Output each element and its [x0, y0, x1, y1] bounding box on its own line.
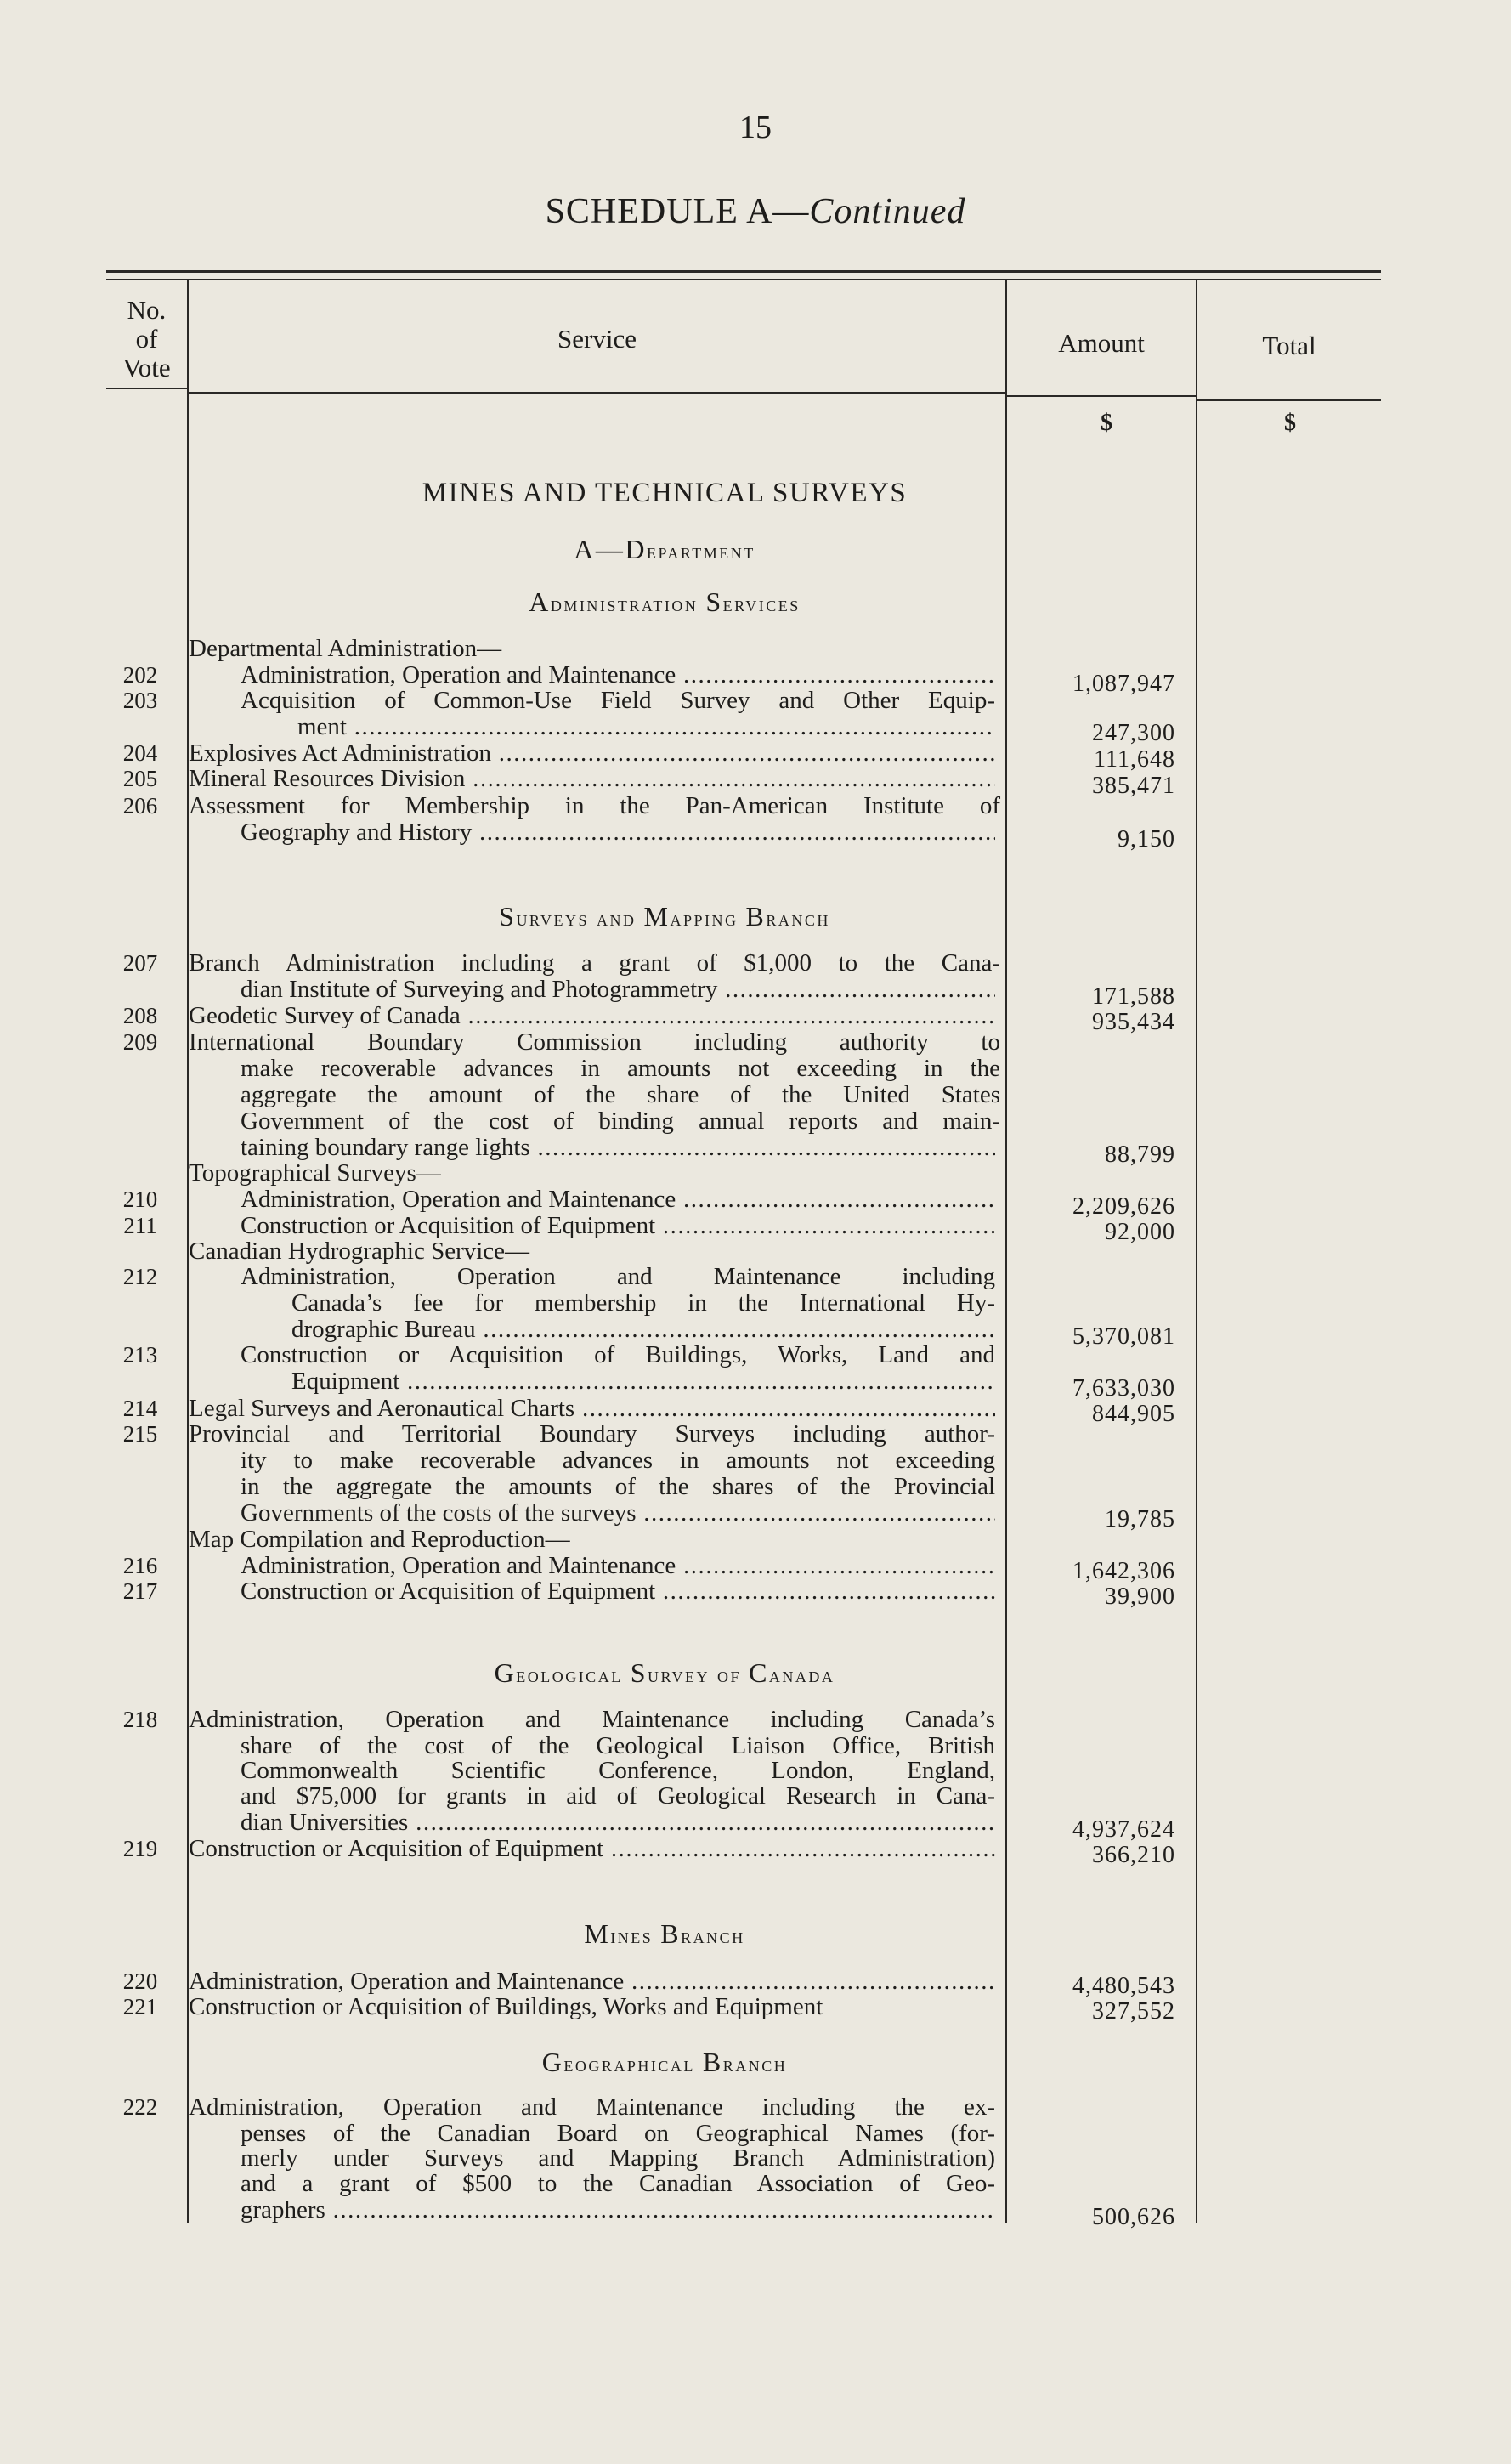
- dept-sub-prefix: A—: [574, 534, 625, 564]
- amount-value: 1,642,306: [1072, 1558, 1175, 1584]
- amount-value: 88,799: [1105, 1141, 1175, 1168]
- service-line: penses of the Canadian Board on Geographical Names (for-: [241, 2120, 995, 2147]
- service-line: Branch Administration including a grant of $1,000 to the Cana-: [189, 949, 1000, 977]
- service-line: Legal Surveys and Aeronautical Charts .....: [189, 1396, 995, 1422]
- amount-value: 19,785: [1105, 1506, 1175, 1532]
- service-line: aggregate the amount of the share of the United States: [241, 1081, 1000, 1108]
- heading-part: urvey of: [647, 1662, 750, 1687]
- vote-number: 216: [122, 1553, 158, 1578]
- department-heading: MINES AND TECHNICAL SURVEYS: [422, 478, 908, 508]
- schedule-title-main: SCHEDULE A—: [545, 192, 810, 231]
- amount-value: 9,150: [1118, 826, 1175, 852]
- vote-number: 204: [122, 740, 158, 766]
- vote-number: 212: [122, 1264, 158, 1289]
- heading-cap: G: [541, 2047, 564, 2077]
- total-currency-symbol: $: [1284, 410, 1296, 436]
- heading-part: ranch: [766, 906, 830, 931]
- vote-number: 209: [122, 1029, 158, 1055]
- service-line: ity to make recoverable advances in amounts not exceeding: [241, 1447, 995, 1474]
- vote-number: 218: [122, 1707, 158, 1732]
- amount-value: 111,648: [1094, 746, 1175, 773]
- service-line: Administration, Operation and Maintenance .....: [189, 1968, 995, 1995]
- vote-number: 213: [122, 1342, 158, 1368]
- service-line: Equipment .....: [291, 1368, 995, 1395]
- amount-value: 247,300: [1092, 720, 1175, 746]
- header-of: of: [135, 324, 158, 354]
- service-line: Topographical Surveys—: [189, 1160, 441, 1187]
- heading-cap: G: [494, 1657, 517, 1688]
- amount-value: 7,633,030: [1072, 1375, 1175, 1402]
- service-line: merly under Surveys and Mapping Branch Administration): [241, 2144, 995, 2172]
- heading-part: anada: [768, 1662, 835, 1687]
- vote-number: 202: [122, 662, 158, 688]
- header-underline-amount: [1007, 395, 1196, 397]
- amount-value: 4,937,624: [1072, 1816, 1175, 1843]
- amount-value: 39,900: [1105, 1583, 1175, 1610]
- amount-value: 385,471: [1092, 773, 1175, 799]
- amount-currency-symbol: $: [1101, 410, 1112, 436]
- header-total: Total: [1262, 331, 1316, 360]
- heading-part: ranch: [722, 2052, 788, 2076]
- heading-part: ranch: [681, 1923, 745, 1948]
- service-line: Administration, Operation and Maintenance .....: [241, 662, 995, 688]
- amount-value: 171,588: [1092, 983, 1175, 1010]
- vote-number: 214: [122, 1396, 158, 1421]
- header-underline-vote: [106, 388, 187, 389]
- vote-number: 210: [122, 1187, 158, 1212]
- service-line: in the aggregate the amounts of the shares of the Provincial: [241, 1473, 995, 1500]
- amount-value: 4,480,543: [1072, 1973, 1175, 1999]
- service-line: Government of the cost of binding annual reports and main-: [241, 1107, 1000, 1135]
- service-line: Construction or Acquisition of Equipment .....: [241, 1213, 995, 1239]
- heading-cap: B: [745, 901, 767, 932]
- amount-value: 327,552: [1092, 1998, 1175, 2025]
- amount-value: 5,370,081: [1072, 1323, 1175, 1350]
- amount-value: 500,626: [1092, 2204, 1175, 2230]
- top-rule-thick: [106, 270, 1381, 273]
- heading-part: urveys and: [516, 906, 644, 931]
- mines-branch-heading: [257, 1918, 1072, 1950]
- service-line: Administration, Operation and Maintenance .....: [241, 1187, 995, 1213]
- service-line: Geodetic Survey of Canada .....: [189, 1003, 995, 1029]
- amount-value: 844,905: [1092, 1401, 1175, 1427]
- heading-part: ervices: [722, 592, 801, 616]
- heading-cap: B: [660, 1918, 682, 1949]
- heading-cap: S: [499, 901, 517, 932]
- vote-number: 205: [122, 766, 158, 791]
- service-line: make recoverable advances in amounts not exceeding in the: [241, 1055, 1000, 1082]
- vote-number: 221: [122, 1994, 158, 2019]
- heading-part: apping: [670, 906, 746, 931]
- service-line: Assessment for Membership in the Pan-American Institute of: [189, 792, 1000, 819]
- vote-number: 222: [122, 2094, 158, 2120]
- service-line: graphers .....: [241, 2197, 995, 2223]
- heading-part: dministration: [550, 592, 706, 616]
- vote-number: 207: [122, 950, 158, 976]
- service-line: Departmental Administration—: [189, 636, 502, 662]
- service-line: Explosives Act Administration .....: [189, 740, 995, 767]
- service-line: and a grant of $500 to the Canadian Association of Geo-: [241, 2170, 995, 2197]
- amount-value: 2,209,626: [1072, 1193, 1175, 1220]
- service-line: dian Universities .....: [241, 1810, 995, 1836]
- heading-part: eological: [516, 1662, 631, 1687]
- service-line: Construction or Acquisition of Equipment .....: [189, 1836, 995, 1862]
- heading-cap: S: [630, 1657, 648, 1688]
- header-vote: Vote: [122, 353, 171, 382]
- schedule-title-continued: Continued: [809, 192, 966, 231]
- service-line: Administration, Operation and Maintenance .....: [241, 1553, 995, 1579]
- service-line: Administration, Operation and Maintenance including the ex-: [189, 2093, 995, 2121]
- heading-cap: M: [584, 1918, 611, 1949]
- department-subheading: [257, 534, 1072, 565]
- geological-survey-heading: [257, 1657, 1072, 1689]
- service-line: Construction or Acquisition of Equipment .....: [241, 1578, 995, 1605]
- service-line: Geography and History .....: [241, 819, 995, 846]
- dept-sub-cap: D: [625, 534, 647, 564]
- top-rule-thin: [106, 279, 1381, 280]
- dept-sub-rest: epartment: [646, 539, 756, 564]
- service-line: Administration, Operation and Maintenance including Canada’s: [189, 1706, 995, 1733]
- amount-value: 92,000: [1105, 1219, 1175, 1245]
- header-amount: Amount: [1058, 328, 1145, 358]
- vote-number: 206: [122, 793, 158, 819]
- service-line: Construction or Acquisition of Buildings, Works and Equipment: [189, 1994, 823, 2020]
- service-line: Construction or Acquisition of Buildings, Works, Land and: [241, 1341, 995, 1368]
- service-line: International Boundary Commission including authority to: [189, 1028, 1000, 1056]
- service-line: Administration, Operation and Maintenance including: [241, 1263, 995, 1290]
- vote-number: 203: [122, 688, 158, 713]
- service-line: share of the cost of the Geological Liaison Office, British: [241, 1732, 995, 1759]
- amount-value: 935,434: [1092, 1009, 1175, 1035]
- heading-cap: M: [643, 901, 671, 932]
- vote-number: 208: [122, 1003, 158, 1028]
- heading-part: ines: [610, 1923, 661, 1948]
- header-underline-service: [189, 392, 1005, 394]
- service-line: Map Compilation and Reproduction—: [189, 1527, 570, 1553]
- heading-cap: C: [749, 1657, 769, 1688]
- service-line: drographic Bureau .....: [291, 1317, 995, 1343]
- vote-number: 211: [123, 1213, 157, 1238]
- vote-number: 220: [122, 1968, 158, 1994]
- heading-cap: B: [702, 2047, 723, 2077]
- surveys-mapping-heading: [257, 901, 1072, 932]
- header-service: Service: [557, 324, 637, 354]
- service-line: Mineral Resources Division .....: [189, 766, 995, 792]
- header-underline-total: [1197, 399, 1381, 401]
- amount-value: 1,087,947: [1072, 671, 1175, 697]
- vote-number: 219: [122, 1836, 158, 1861]
- admin-services-heading: [257, 586, 1072, 618]
- heading-cap: A: [529, 586, 551, 617]
- vote-number: 215: [122, 1421, 158, 1447]
- heading-part: eographical: [563, 2052, 703, 2076]
- vote-number: 217: [122, 1578, 158, 1604]
- service-line: taining boundary range lights .....: [241, 1135, 995, 1161]
- service-line: Canada’s fee for membership in the International Hy-: [291, 1289, 995, 1317]
- schedule-title: [0, 191, 1511, 232]
- service-line: ment .....: [297, 714, 995, 740]
- header-no-of-vote: [106, 296, 187, 382]
- service-line: Provincial and Territorial Boundary Surveys including author-: [189, 1420, 995, 1447]
- amount-value: 366,210: [1092, 1842, 1175, 1868]
- service-line: Governments of the costs of the surveys .....: [241, 1500, 995, 1527]
- service-line: Acquisition of Common-Use Field Survey and Other Equip-: [241, 687, 995, 714]
- service-line: and $75,000 for grants in aid of Geological Research in Cana-: [241, 1782, 995, 1810]
- page-number: 15: [739, 110, 772, 145]
- service-line: Canadian Hydrographic Service—: [189, 1238, 530, 1265]
- service-line: Commonwealth Scientific Conference, London, England,: [241, 1757, 995, 1784]
- geographical-branch-heading: [257, 2047, 1072, 2078]
- col-divider-3: [1196, 280, 1197, 2223]
- service-line: dian Institute of Surveying and Photogrammetry .....: [241, 977, 995, 1003]
- heading-cap: S: [705, 586, 723, 617]
- header-no: No.: [127, 295, 167, 325]
